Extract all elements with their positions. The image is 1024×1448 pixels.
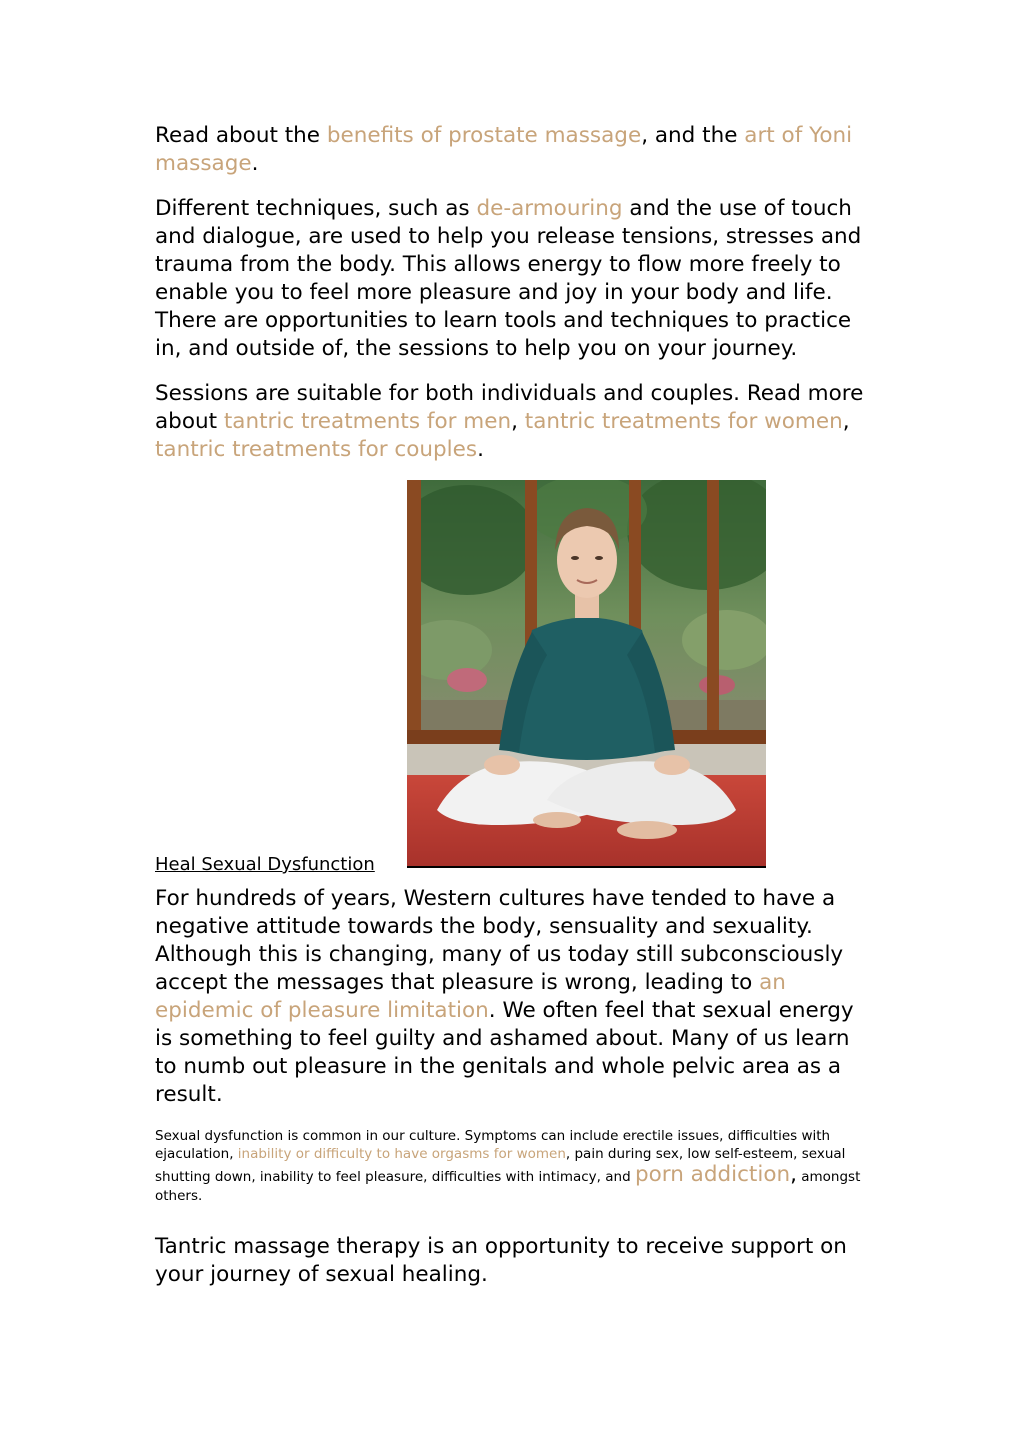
- link-orgasm-difficulty-women[interactable]: inability or difficulty to have orgasms for women: [237, 1146, 566, 1162]
- link-tantric-treatments-men[interactable]: tantric treatments for men: [223, 409, 512, 434]
- link-de-armouring[interactable]: de-armouring: [476, 196, 623, 221]
- paragraph-massage-links: Read about the benefits of prostate massage, and the art of Yoni massage.: [155, 123, 853, 176]
- paragraph-western-cultures: For hundreds of years, Western cultures have tended to have a negative attitude towards the body, sensuality and sexuality. Although this is changing, many of us today still subconsciously accept the messages that pleasure is wrong, leading to an epidemic of pleasure limitation. We often feel that sexual energy is something to feel guilty and ashamed about. Many of us learn to numb out pleasure in the genitals and whole pelvic area as a result.: [155, 886, 854, 1107]
- link-benefits-prostate-massage[interactable]: benefits of prostate massage: [326, 123, 642, 148]
- link-porn-addiction[interactable]: porn addiction: [634, 1162, 791, 1187]
- meditating-woman-photo: [407, 480, 766, 868]
- paragraph-sessions: Sessions are suitable for both individuals and couples. Read more about tantric treatments for men, tantric treatments for women, tantric treatments for couples.: [155, 381, 864, 462]
- link-epidemic-pleasure-limitation[interactable]: an epidemic of pleasure limitation: [155, 970, 786, 1023]
- document-body: [155, 122, 875, 1289]
- link-tantric-treatments-couples[interactable]: tantric treatments for couples: [155, 437, 478, 462]
- paragraph-tantric-therapy: Tantric massage therapy is an opportunity to receive support on your journey of sexual healing.: [155, 1234, 847, 1287]
- paragraph-techniques: Different techniques, such as de-armouring and the use of touch and dialogue, are used to help you release tensions, stresses and trauma from the body. This allows energy to flow more freely to enable you to feel more pleasure and joy in your body and life. There are opportunities to learn tools and techniques to practice in, and outside of, the sessions to help you on your journey.: [155, 196, 862, 361]
- link-art-of-yoni-massage[interactable]: art of Yoni massage: [155, 123, 853, 176]
- paragraph-sexual-dysfunction: Sexual dysfunction is common in our culture. Symptoms can include erectile issues, difficulties with ejaculation, inability or difficulty to have orgasms for women, pain during sex, low self-esteem, sexual shutting down, inability to feel pleasure, difficulties with intimacy, and porn addiction, amongst others.: [155, 1128, 861, 1204]
- heading-with-photo: [155, 480, 875, 875]
- link-tantric-treatments-women[interactable]: tantric treatments for women: [524, 409, 843, 434]
- section-heading: Heal Sexual Dysfunction: [155, 854, 375, 875]
